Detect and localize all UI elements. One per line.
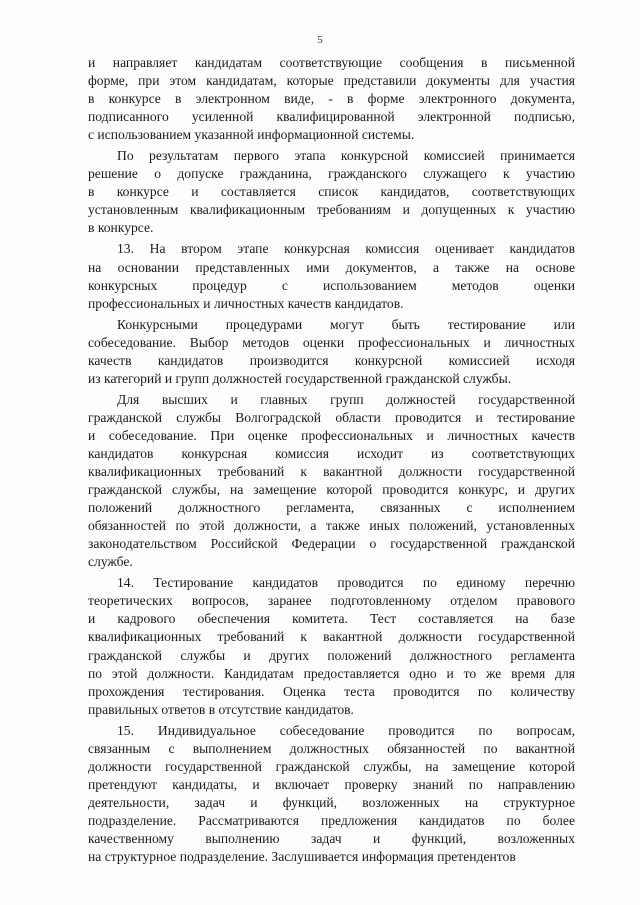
- text-line: качеств кандидатов производится конкурсной комиссией исходя: [88, 352, 575, 368]
- text-line: положений должностного регламента, связанных с исполнением: [88, 500, 575, 516]
- text-line: и кадрового обеспечения комитета. Тест составляется на базе: [88, 611, 575, 627]
- text-line: подписанного усиленной квалифицированной электронной подписью,: [88, 109, 575, 125]
- text-line: претендуют кандидаты, и включает проверку знаний по направлению: [88, 776, 575, 792]
- text-line: гражданской службы, на замещение которой проводится конкурс, и других: [88, 482, 575, 498]
- paragraph-p6: [88, 574, 575, 718]
- text-line: по этой должности. Кандидатам предоставляется одно и то же время для: [88, 665, 575, 681]
- paragraph-p5: [88, 391, 575, 571]
- text-line: службе.: [88, 554, 133, 570]
- text-line: с использованием указанной информационной системы.: [88, 127, 415, 143]
- text-line: Конкурсными процедурами могут быть тестирование или: [117, 316, 575, 332]
- text-line: обязанностей по этой должности, а также иных положений, установленных: [88, 518, 575, 534]
- text-line: на структурное подразделение. Заслушивается информация претендентов: [88, 849, 516, 865]
- text-line: По результатам первого этапа конкурсной комиссией принимается: [117, 148, 575, 164]
- text-line: гражданской службы и других положений должностного регламента: [88, 647, 575, 663]
- text-line: и направляет кандидатам соответствующие сообщения в письменной: [88, 55, 575, 70]
- text-line: 15. Индивидуальное собеседование проводится по вопросам,: [117, 722, 575, 738]
- text-line: профессиональных и личностных качеств кандидатов.: [88, 295, 404, 311]
- text-line: качественному выполнению задач и функций, возложенных: [88, 830, 575, 846]
- text-line: 13. На втором этапе конкурсная комиссия оценивает кандидатов: [117, 241, 575, 257]
- text-line: кандидатов конкурсная комиссия исходит из соответствующих: [88, 445, 575, 461]
- paragraph-p1: [88, 54, 575, 144]
- text-line: в конкурсе.: [88, 220, 154, 236]
- text-line: подразделение. Рассматриваются предложения кандидатов по более: [88, 812, 575, 828]
- text-line: прохождения тестирования. Оценка теста проводится по количеству: [88, 683, 575, 699]
- text-line: решение о допуске гражданина, гражданского служащего к участию: [88, 166, 575, 182]
- text-line: деятельности, задач и функций, возложенных на структурное: [88, 794, 575, 810]
- text-line: правильных ответов в отсутствие кандидатов.: [88, 701, 354, 717]
- text-line: 14. Тестирование кандидатов проводится по единому перечню: [117, 575, 575, 591]
- document-body: [88, 54, 575, 866]
- text-line: из категорий и групп должностей государственной гражданской службы.: [88, 370, 512, 386]
- paragraph-p4: [88, 316, 575, 388]
- text-line: теоретических вопросов, заранее подготовленному отделом правового: [88, 593, 575, 609]
- text-line: связанным с выполнением должностных обязанностей по вакантной: [88, 740, 575, 756]
- text-line: установленным квалификационным требованиям и допущенных к участию: [88, 202, 575, 218]
- text-line: должности государственной гражданской службы, на замещение которой: [88, 758, 575, 774]
- text-line: в конкурсе в электронном виде, - в форме электронного документа,: [88, 91, 575, 107]
- text-line: Для высших и главных групп должностей государственной: [117, 391, 575, 407]
- paragraph-p2: [88, 147, 575, 237]
- text-line: законодательством Российской Федерации о государственной гражданской: [88, 536, 575, 552]
- text-line: гражданской службы Волгоградской области проводится и тестирование: [88, 409, 575, 425]
- text-line: в конкурсе и составляется список кандидатов, соответствующих: [88, 184, 575, 200]
- page-number: 5: [317, 34, 323, 46]
- text-line: квалификационных требований к вакантной должности государственной: [88, 464, 575, 480]
- text-line: квалификационных требований к вакантной должности государственной: [88, 629, 575, 645]
- text-line: конкурсных процедур с использованием методов оценки: [88, 277, 575, 293]
- paragraph-p7: [88, 722, 575, 866]
- text-line: на основании представленных ими документов, а также на основе: [88, 259, 575, 275]
- paragraph-p3: [88, 240, 575, 312]
- text-line: форме, при этом кандидатам, которые представили документы для участия: [88, 73, 575, 89]
- text-line: и собеседование. При оценке профессиональных и личностных качеств: [88, 427, 575, 443]
- text-line: собеседование. Выбор методов оценки профессиональных и личностных: [88, 334, 575, 350]
